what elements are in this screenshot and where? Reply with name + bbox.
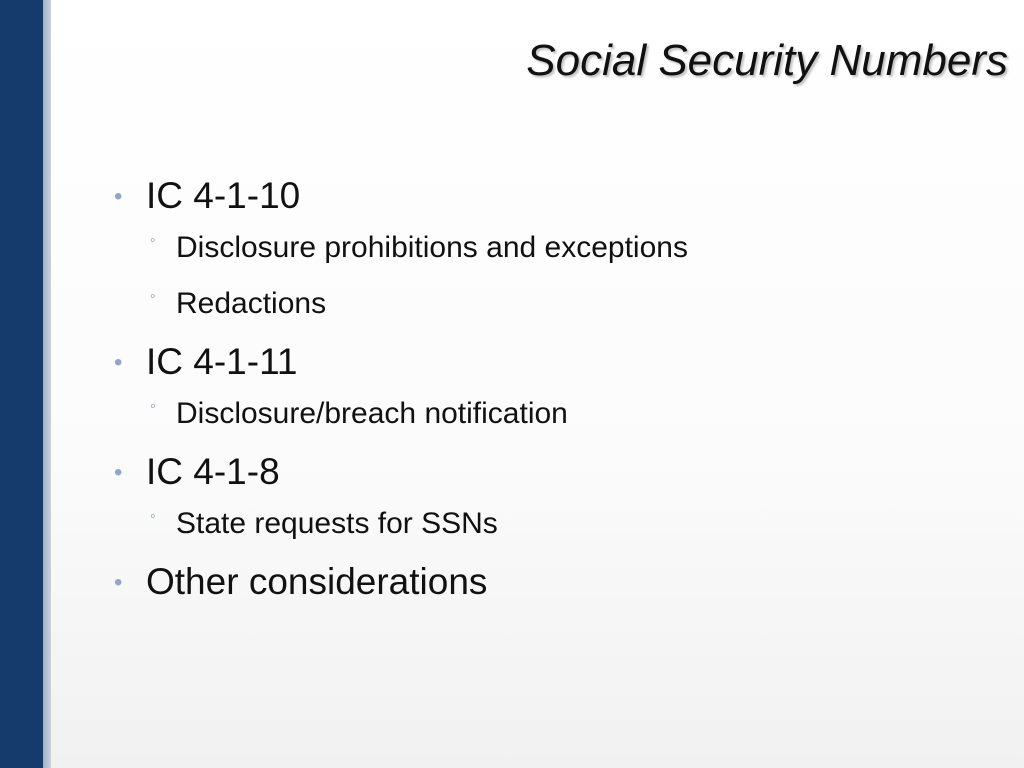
bullet-text: IC 4-1-11 — [146, 341, 298, 382]
bullet-dot-icon: • — [114, 183, 123, 210]
sub-bullet-text: State requests for SSNs — [176, 507, 498, 540]
sub-bullet-circle-icon: ◦ — [150, 398, 156, 415]
bullet-item — [112, 336, 972, 440]
bullet-text: IC 4-1-10 — [146, 175, 301, 216]
sub-bullet-item — [146, 388, 972, 440]
bullet-dot-icon: • — [114, 349, 123, 376]
bullet-text: IC 4-1-8 — [146, 451, 280, 492]
bullet-item — [112, 170, 972, 330]
sub-bullet-circle-icon: ◦ — [150, 508, 156, 525]
sub-bullet-list — [146, 222, 972, 330]
sub-bullet-text: Redactions — [176, 287, 327, 320]
sub-bullet-list — [146, 498, 972, 550]
bullet-item — [112, 556, 972, 608]
sub-bullet-text: Disclosure prohibitions and exceptions — [176, 231, 688, 264]
slide-title: Social Security Numbers — [526, 36, 1008, 85]
bullet-item — [112, 446, 972, 550]
sub-bullet-circle-icon: ◦ — [150, 232, 156, 249]
sub-bullet-item — [146, 222, 972, 274]
bullet-text: Other considerations — [146, 561, 488, 602]
sub-bullet-item — [146, 278, 972, 330]
sidebar-accent — [0, 0, 43, 768]
bullet-dot-icon: • — [114, 569, 123, 596]
sub-bullet-item — [146, 498, 972, 550]
bullet-list — [112, 170, 972, 614]
sidebar-stripe — [43, 0, 51, 768]
sub-bullet-text: Disclosure/breach notification — [176, 397, 568, 430]
bullet-dot-icon: • — [114, 459, 123, 486]
sub-bullet-circle-icon: ◦ — [150, 288, 156, 305]
sub-bullet-list — [146, 388, 972, 440]
